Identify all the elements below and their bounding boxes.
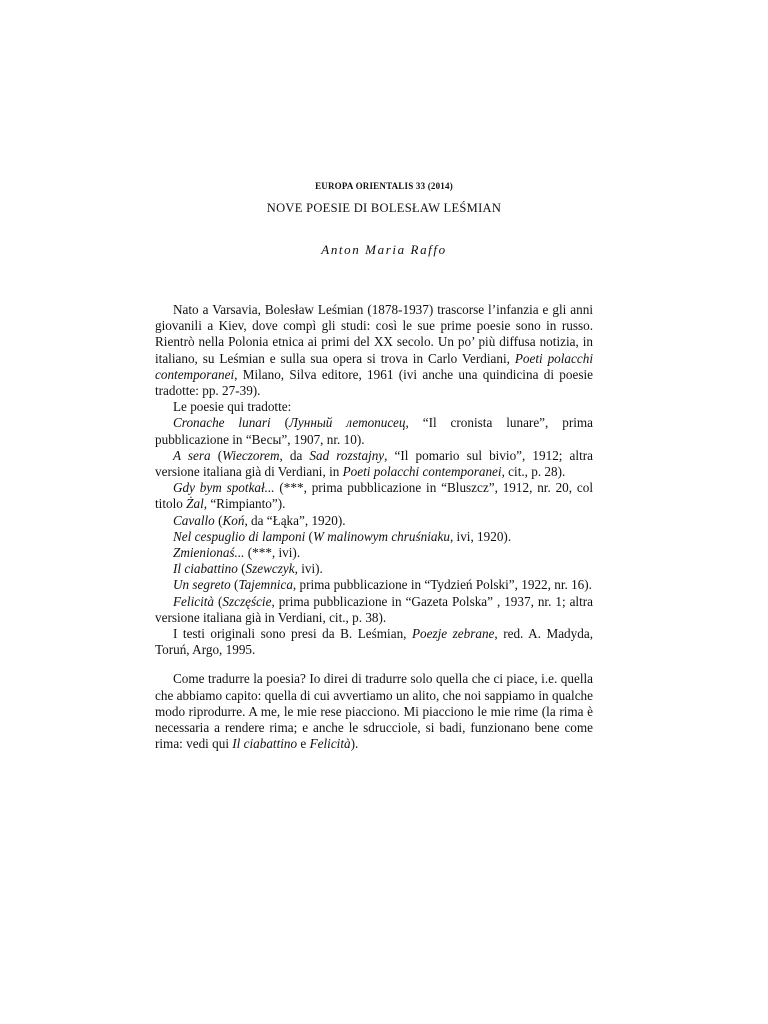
- closing-paragraph: Come tradurre la poesia? Io direi di tradurre solo quella che ci piace, i.e. quella che abbiamo capito: quella di cui avvertiamo un alito, che noi sappiamo in qualche modo riprodurre. A me, le mie rese piacciono. Mi piacciono le mie rime (la rima è necessaria a rendere rima; e anche le sdrucciole, si badi, funzionano bene come rima: vedi qui Il ciabattino e Felicità).: [155, 671, 593, 752]
- poem-item: A sera (Wieczorem, da Sad rozstajny, “Il pomario sul bivio”, 1912; altra versione italiana già di Verdiani, in Poeti polacchi contemporanei, cit., p. 28).: [155, 447, 593, 480]
- poem-item: Il ciabattino (Szewczyk, ivi).: [173, 561, 323, 577]
- sources-paragraph: I testi originali sono presi da B. Leśmian, Poezje zebrane, red. A. Madyda, Toruń, Argo, 1995.: [155, 626, 593, 658]
- intro-paragraph: Nato a Varsavia, Bolesław Leśmian (1878-1937) trascorse l’infanzia e gli anni giovanili a Kiev, dove compì gli studi: così le sue prime poesie sono in russo. Rientrò nella Polonia etnica ai primi del XX secolo. Un po’ più diffusa notizia, in italiano, su Leśmian e sulla sua opera si trova in Carlo Verdiani, Poeti polacchi contemporanei, Milano, Silva editore, 1961 (ivi anche una quindicina di poesie tradotte: pp. 27-39).: [155, 302, 593, 399]
- poem-item: Cavallo (Koń, da “Łąka”, 1920).: [173, 512, 346, 528]
- journal-header: EUROPA ORIENTALIS 33 (2014): [315, 181, 453, 191]
- poem-item: Gdy bym spotkał... (***, prima pubblicazione in “Bluszcz”, 1912, nr. 20, col titolo Żal, “Rimpianto”).: [155, 480, 593, 512]
- poem-item: Felicità (Szczęście, prima pubblicazione in “Gazeta Polska” , 1937, nr. 1; altra versione italiana già in Verdiani, cit., p. 38).: [155, 593, 593, 625]
- poem-item: Nel cespuglio di lamponi (W malinowym chruśniaku, ivi, 1920).: [173, 528, 512, 544]
- poem-item: Zmienionaś... (***, ivi).: [173, 545, 301, 561]
- list-heading: Le poesie qui tradotte:: [173, 399, 292, 415]
- article-title: NOVE POESIE DI BOLESŁAW LEŚMIAN: [266, 201, 502, 215]
- poem-item: Un segreto (Tajemnica, prima pubblicazione in “Tydzień Polski”, 1922, nr. 16).: [173, 577, 592, 593]
- article-body: [155, 302, 593, 752]
- author-name: Anton Maria Raffo: [321, 242, 447, 257]
- poem-item: Cronache lunari (Лунный летописец, “Il cronista lunare”, prima pubblicazione in “Весы”, 1907, nr. 10).: [155, 415, 593, 447]
